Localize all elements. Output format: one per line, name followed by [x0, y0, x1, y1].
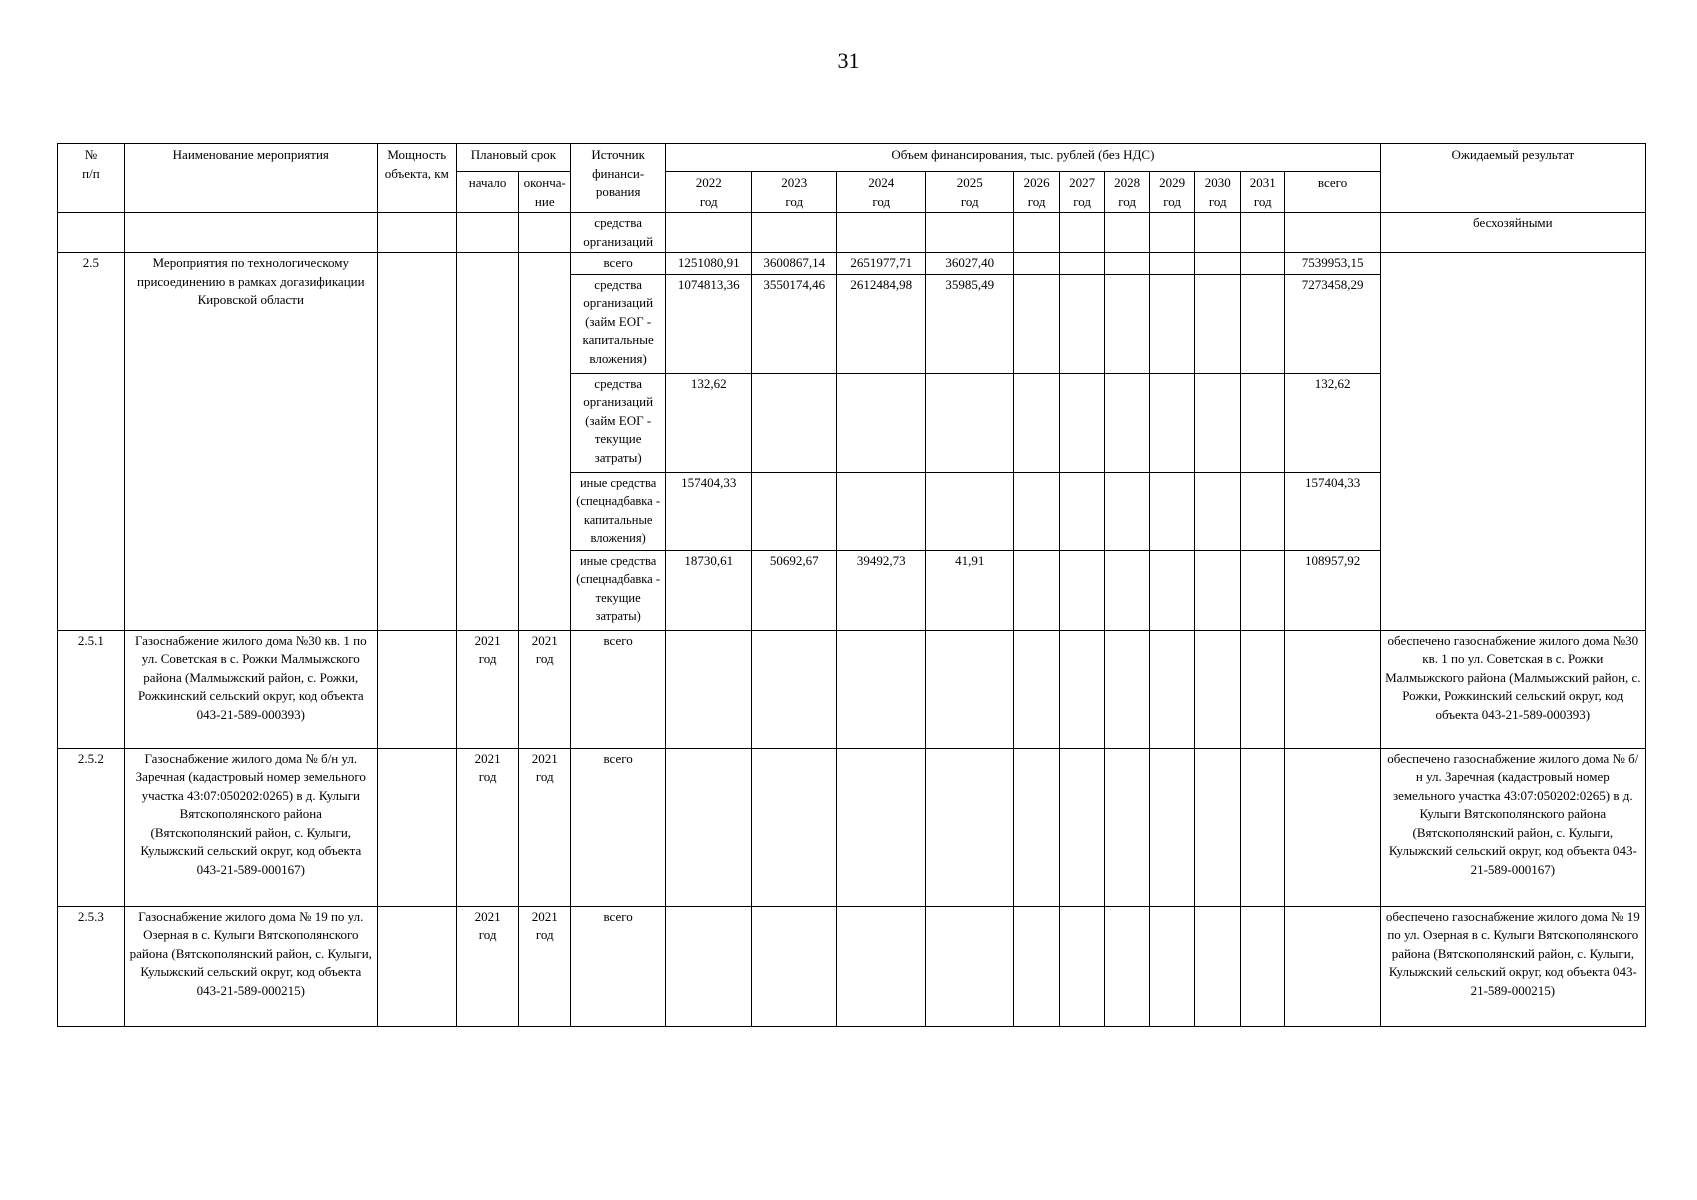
value-cell — [926, 472, 1014, 550]
row-num: 2.5.2 — [58, 748, 125, 906]
source-cell: средства организаций (займ ЕОГ - текущие затраты) — [571, 373, 666, 472]
header-result: Ожидаемый результат — [1380, 144, 1645, 213]
end-cell: 2021 год — [519, 906, 571, 1026]
value-cell: 3600867,14 — [752, 253, 837, 275]
value-cell: 1251080,91 — [666, 253, 752, 275]
header-year: 2028 год — [1105, 172, 1150, 213]
value-cell: 39492,73 — [837, 550, 926, 630]
source-cell: средства организаций — [571, 213, 666, 253]
header-year: 2031 год — [1240, 172, 1285, 213]
header-year: 2024 год — [837, 172, 926, 213]
header-year: 2023 год — [752, 172, 837, 213]
header-year: 2029 год — [1149, 172, 1195, 213]
header-total: всего — [1285, 172, 1380, 213]
header-num: № п/п — [58, 144, 125, 213]
value-cell: 50692,67 — [752, 550, 837, 630]
source-cell: иные средства (спецнадбавка - текущие затраты) — [571, 550, 666, 630]
total-cell: 108957,92 — [1285, 550, 1380, 630]
header-planned-term: Плановый срок — [456, 144, 570, 172]
row-name: Газоснабжение жилого дома № 19 по ул. Озерная в с. Кулыги Вятскополянского района (Вятскополянский район, с. Кулыги, Кулыжский сельский округ, код объекта 043-21-589-000215) — [124, 906, 377, 1026]
source-cell: иные средства (спецнадбавка - капитальные вложения) — [571, 472, 666, 550]
source-cell: всего — [571, 906, 666, 1026]
value-cell: 36027,40 — [926, 253, 1014, 275]
row-num: 2.5 — [58, 253, 125, 631]
value-cell: 41,91 — [926, 550, 1014, 630]
header-year: 2030 год — [1195, 172, 1241, 213]
value-cell — [837, 472, 926, 550]
start-cell: 2021 год — [456, 630, 519, 748]
value-cell — [926, 373, 1014, 472]
header-name: Наименование мероприятия — [124, 144, 377, 213]
source-cell: всего — [571, 630, 666, 748]
total-cell: 157404,33 — [1285, 472, 1380, 550]
table-row — [58, 906, 1646, 1026]
row-num: 2.5.1 — [58, 630, 125, 748]
end-cell: 2021 год — [519, 748, 571, 906]
value-cell: 35985,49 — [926, 274, 1014, 373]
table-row — [58, 630, 1646, 748]
financing-table — [57, 143, 1646, 1027]
start-cell: 2021 год — [456, 906, 519, 1026]
value-cell: 18730,61 — [666, 550, 752, 630]
header-capacity: Мощность объекта, км — [377, 144, 456, 213]
value-cell — [837, 373, 926, 472]
source-cell: всего — [571, 253, 666, 275]
total-cell: 132,62 — [1285, 373, 1380, 472]
start-cell: 2021 год — [456, 748, 519, 906]
value-cell: 157404,33 — [666, 472, 752, 550]
value-cell: 2612484,98 — [837, 274, 926, 373]
header-start: начало — [456, 172, 519, 213]
source-cell: всего — [571, 748, 666, 906]
header-volume: Объем финансирования, тыс. рублей (без НДС) — [666, 144, 1380, 172]
table-row — [58, 213, 1646, 253]
value-cell: 132,62 — [666, 373, 752, 472]
result-cell: бесхозяйными — [1380, 213, 1645, 253]
total-cell: 7273458,29 — [1285, 274, 1380, 373]
source-cell: средства организаций (займ ЕОГ - капитальные вложения) — [571, 274, 666, 373]
total-cell: 7539953,15 — [1285, 253, 1380, 275]
header-year: 2025 год — [926, 172, 1014, 213]
value-cell: 3550174,46 — [752, 274, 837, 373]
row-name: Газоснабжение жилого дома №30 кв. 1 по ул. Советская в с. Рожки Малмыжского района (Малмыжский район, с. Рожки, Рожкинский сельский округ, код объекта 043-21-589-000393) — [124, 630, 377, 748]
row-name: Газоснабжение жилого дома № б/н ул. Заречная (кадастровый номер земельного участка 43:07:050202:0265) в д. Кулыги Вятскополянского района (Вятскополянский район, с. Кулыги, Кулыжский сельский округ, код объекта 043-21-589-000167) — [124, 748, 377, 906]
value-cell: 1074813,36 — [666, 274, 752, 373]
row-name: Мероприятия по технологическому присоединению в рамках догазификации Кировской области — [124, 253, 377, 631]
header-year: 2022 год — [666, 172, 752, 213]
value-cell — [752, 373, 837, 472]
header-year: 2027 год — [1059, 172, 1105, 213]
result-cell: обеспечено газоснабжение жилого дома № 19 по ул. Озерная в с. Кулыги Вятскополянского района (Вятскополянский район, с. Кулыги, Кулыжский сельский округ, код объекта 043-21-589-000215) — [1380, 906, 1645, 1026]
end-cell: 2021 год — [519, 630, 571, 748]
result-cell: обеспечено газоснабжение жилого дома №30 кв. 1 по ул. Советская в с. Рожки Малмыжского района (Малмыжский район, с. Рожки, Рожкинский сельский округ, код объекта 043-21-589-000393) — [1380, 630, 1645, 748]
page-number: 31 — [837, 48, 860, 73]
row-num: 2.5.3 — [58, 906, 125, 1026]
header-year: 2026 год — [1014, 172, 1060, 213]
table-row — [58, 748, 1646, 906]
value-cell: 2651977,71 — [837, 253, 926, 275]
value-cell — [752, 472, 837, 550]
result-cell: обеспечено газоснабжение жилого дома № б/н ул. Заречная (кадастровый номер земельного участка 43:07:050202:0265) в д. Кулыги Вятскополянского района (Вятскополянский район, с. Кулыги, Кулыжский сельский округ, код объекта 043-21-589-000167) — [1380, 748, 1645, 906]
header-end: оконча- ние — [519, 172, 571, 213]
table-row — [58, 253, 1646, 275]
header-source: Источник финанси- рования — [571, 144, 666, 213]
